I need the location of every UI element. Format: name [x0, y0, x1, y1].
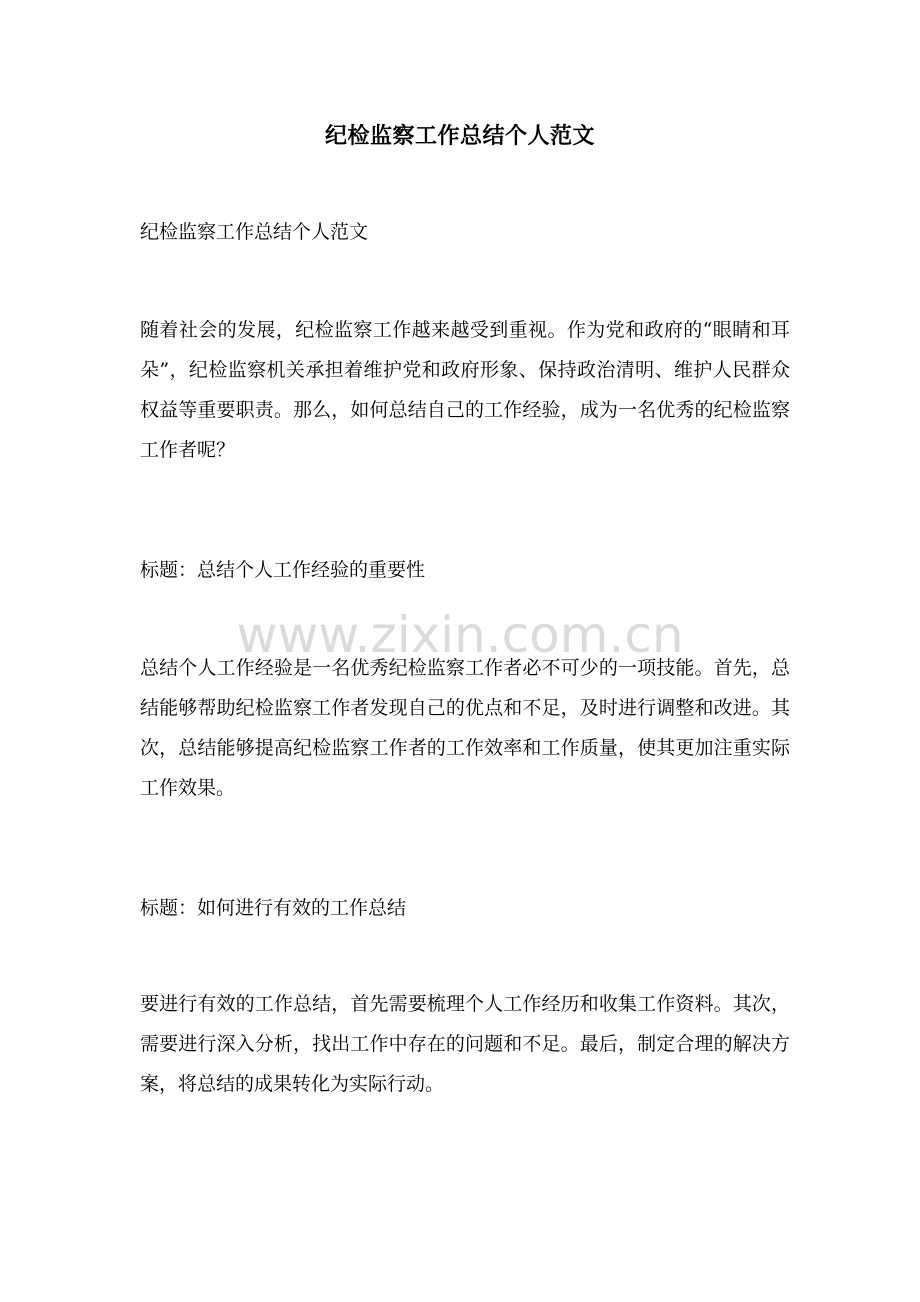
paragraph-importance: 总结个人工作经验是一名优秀纪检监察工作者必不可少的一项技能。首先，总结能够帮助纪检监察工作者发现自己的优点和不足，及时进行调整和改进。其次，总结能够提高纪检监察工作者的工作效率和工作质量，使其更加注重实际工作效果。 [140, 657, 790, 799]
section-heading-importance: 标题：总结个人工作经验的重要性 [140, 559, 426, 581]
document-title: 纪检监察工作总结个人范文 [324, 123, 595, 149]
section-heading-method: 标题：如何进行有效的工作总结 [140, 897, 407, 919]
paragraph-method: 要进行有效的工作总结，首先需要梳理个人工作经历和收集工作资料。其次，需要进行深入分析，找出工作中存在的问题和不足。最后，制定合理的解决方案，将总结的成果转化为实际行动。 [140, 993, 790, 1095]
paragraph-intro: 随着社会的发展，纪检监察工作越来越受到重视。作为党和政府的“眼睛和耳朵”，纪检监察机关承担着维护党和政府形象、保持政治清明、维护人民群众权益等重要职责。那么，如何总结自己的工作经验，成为一名优秀的纪检监察工作者呢？ [140, 319, 790, 461]
watermark-text: www.zixin.com.cn [236, 606, 684, 664]
document-subtitle: 纪检监察工作总结个人范文 [140, 221, 369, 243]
